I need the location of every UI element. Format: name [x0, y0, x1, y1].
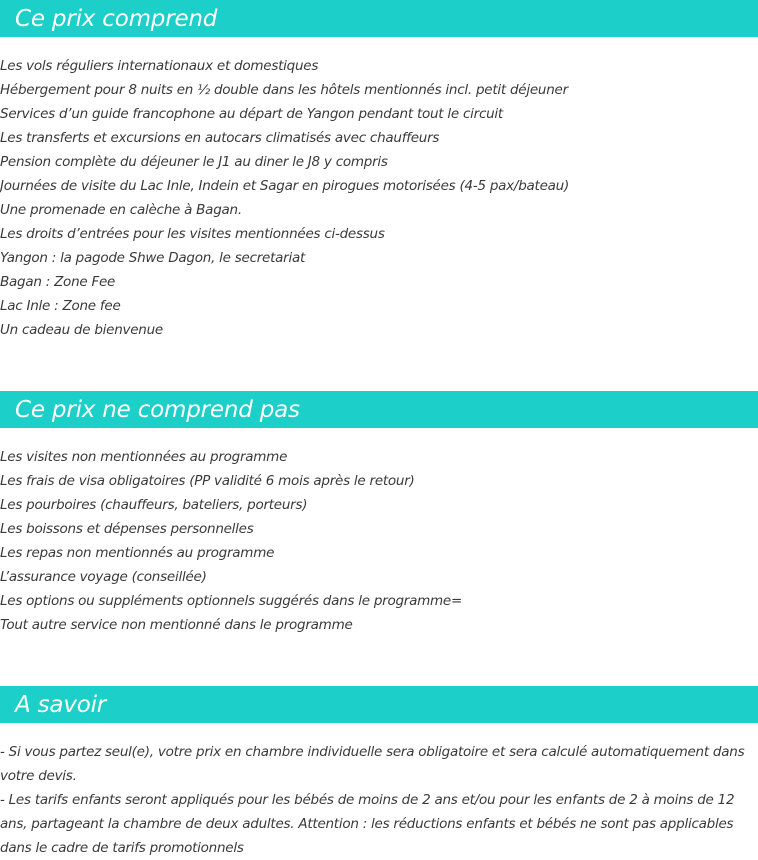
info-paragraph: - Les tarifs enfants seront appliqués pour les bébés de moins de 2 ans et/ou pour les enfants de 2 à moins de 12 ans, partageant la chambre de deux adultes. Attention : les réductions enfants et bébés ne sont pas applicables dans le cadre de tarifs promotionnels [0, 792, 735, 856]
list-item: Hébergement pour 8 nuits en ½ double dans les hôtels mentionnés incl. petit déjeuner [0, 82, 568, 98]
list-item: Services d’un guide francophone au départ de Yangon pendant tout le circuit [0, 106, 503, 122]
includes-header [0, 0, 758, 37]
list-item: Les droits d’entrées pour les visites mentionnées ci-dessus [0, 226, 385, 242]
excludes-list [0, 445, 462, 637]
list-item: Les transferts et excursions en autocars climatisés avec chauffeurs [0, 130, 440, 146]
list-item: Bagan : Zone Fee [0, 274, 116, 290]
list-item: Les pourboires (chauffeurs, bateliers, porteurs) [0, 497, 308, 513]
list-item: Yangon : la pagode Shwe Dagon, le secretariat [0, 250, 306, 266]
list-item: L’assurance voyage (conseillée) [0, 569, 207, 585]
includes-list [0, 54, 569, 342]
list-item: Un cadeau de bienvenue [0, 322, 163, 338]
info-title: A savoir [15, 691, 107, 718]
list-item: Tout autre service non mentionné dans le programme [0, 617, 353, 633]
info-header [0, 686, 758, 723]
list-item: Les vols réguliers internationaux et domestiques [0, 58, 319, 74]
list-item: Les repas non mentionnés au programme [0, 545, 275, 561]
list-item: Les boissons et dépenses personnelles [0, 521, 254, 537]
excludes-title: Ce prix ne comprend pas [15, 396, 300, 423]
includes-title: Ce prix comprend [15, 5, 218, 32]
excludes-header [0, 391, 758, 428]
list-item: Les visites non mentionnées au programme [0, 449, 288, 465]
list-item: Les frais de visa obligatoires (PP validité 6 mois après le retour) [0, 473, 415, 489]
info-paragraph: - Si vous partez seul(e), votre prix en chambre individuelle sera obligatoire et sera calculé automatiquement dans votre devis. [0, 744, 745, 784]
list-item: Lac Inle : Zone fee [0, 298, 121, 314]
list-item: Pension complète du déjeuner le J1 au diner le J8 y compris [0, 154, 388, 170]
info-body [0, 740, 752, 860]
list-item: Une promenade en calèche à Bagan. [0, 202, 242, 218]
list-item: Les options ou suppléments optionnels suggérés dans le programme= [0, 593, 463, 609]
list-item: Journées de visite du Lac Inle, Indein et Sagar en pirogues motorisées (4-5 pax/bateau) [0, 178, 569, 194]
